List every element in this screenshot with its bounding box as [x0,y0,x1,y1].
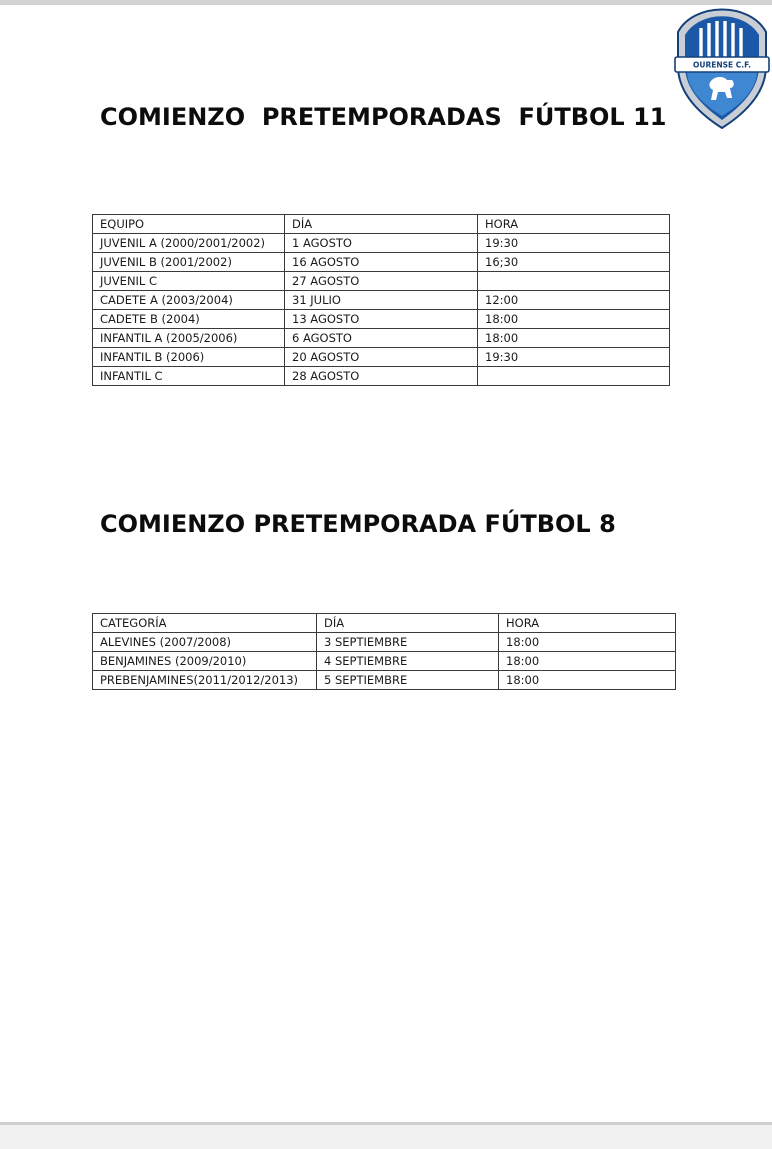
team-cell: INFANTIL B (2006) [93,348,285,367]
date-cell: 20 AGOSTO [285,348,478,367]
crest-banner-text: OURENSE C.F. [692,60,752,70]
time-cell: 18:00 [499,652,676,671]
team-cell: JUVENIL B (2001/2002) [93,253,285,272]
table-row [93,272,670,291]
table-row [93,234,670,253]
date-cell: 16 AGOSTO [285,253,478,272]
date-cell: 3 SEPTIEMBRE [317,633,499,652]
time-cell [478,272,670,291]
time-cell [478,367,670,386]
header-cell-dia: DÍA [317,614,499,633]
time-cell: 19:30 [478,234,670,253]
date-cell: 5 SEPTIEMBRE [317,671,499,690]
crest-shield-icon [672,6,772,130]
table-row [93,291,670,310]
table-row [93,652,676,671]
table-row [93,329,670,348]
date-cell: 27 AGOSTO [285,272,478,291]
header-cell-dia: DÍA [285,215,478,234]
team-cell: JUVENIL A (2000/2001/2002) [93,234,285,253]
date-cell: 28 AGOSTO [285,367,478,386]
futbol8-heading: COMIENZO PRETEMPORADA FÚTBOL 8 [100,510,616,538]
team-cell: JUVENIL C [93,272,285,291]
team-cell: CADETE A (2003/2004) [93,291,285,310]
header-cell-categoria: CATEGORÍA [93,614,317,633]
date-cell: 6 AGOSTO [285,329,478,348]
time-cell: 18:00 [499,671,676,690]
time-cell: 18:00 [478,329,670,348]
table-header-row [93,215,670,234]
futbol8-schedule-table [92,613,676,690]
category-cell: PREBENJAMINES(2011/2012/2013) [93,671,317,690]
team-cell: CADETE B (2004) [93,310,285,329]
header-cell-hora: HORA [478,215,670,234]
date-cell: 1 AGOSTO [285,234,478,253]
table-header-row [93,614,676,633]
top-border [0,0,772,5]
table-row [93,348,670,367]
futbol11-schedule-table [92,214,670,386]
table-row [93,253,670,272]
table-row [93,310,670,329]
time-cell: 16;30 [478,253,670,272]
time-cell: 12:00 [478,291,670,310]
table-row [93,671,676,690]
header-cell-hora: HORA [499,614,676,633]
date-cell: 13 AGOSTO [285,310,478,329]
header-cell-equipo: EQUIPO [93,215,285,234]
team-cell: INFANTIL A (2005/2006) [93,329,285,348]
date-cell: 4 SEPTIEMBRE [317,652,499,671]
table-row [93,633,676,652]
time-cell: 18:00 [499,633,676,652]
table-row [93,367,670,386]
time-cell: 18:00 [478,310,670,329]
category-cell: BENJAMINES (2009/2010) [93,652,317,671]
category-cell: ALEVINES (2007/2008) [93,633,317,652]
date-cell: 31 JULIO [285,291,478,310]
time-cell: 19:30 [478,348,670,367]
bottom-border [0,1122,772,1149]
team-cell: INFANTIL C [93,367,285,386]
ourense-cf-crest-logo [672,6,772,130]
futbol11-heading: COMIENZO PRETEMPORADAS FÚTBOL 11 [100,103,667,131]
